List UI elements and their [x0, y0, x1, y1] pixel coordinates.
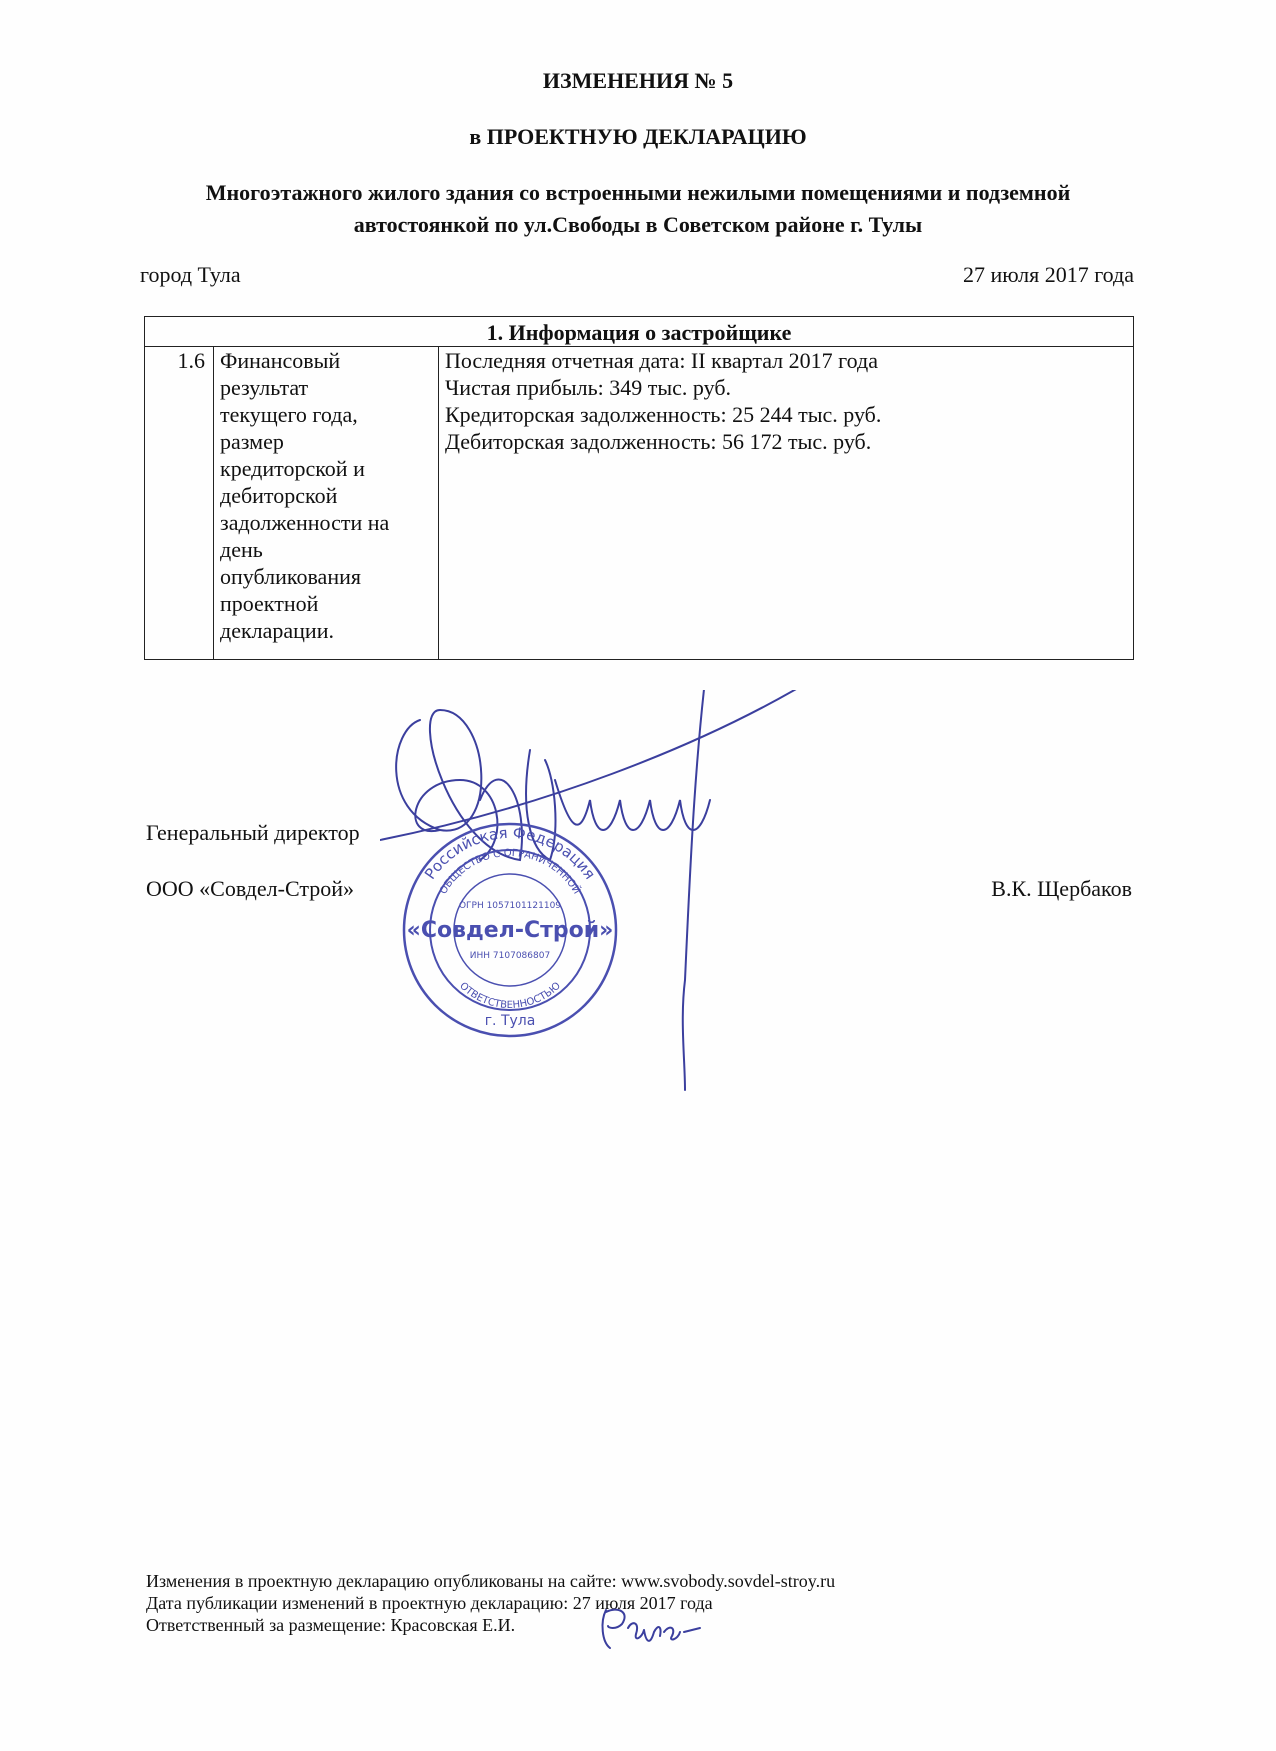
signer-name: В.К. Щербаков: [991, 876, 1132, 901]
svg-text:ИНН 7107086807: ИНН 7107086807: [469, 951, 551, 961]
label-line: день: [220, 537, 263, 562]
info-table: [144, 316, 1134, 660]
label-line: декларации.: [220, 618, 334, 643]
date: 27 июля 2017 года: [962, 262, 1134, 287]
footer-date-line: Дата публикации изменений в проектную декларацию: 27 июля 2017 года: [146, 1593, 713, 1613]
value-net-profit: Чистая прибыль: 349 тыс. руб.: [445, 375, 732, 400]
label-line: результат: [220, 375, 309, 400]
value-reporting-date: Последняя отчетная дата: II квартал 2017 года: [445, 348, 878, 373]
svg-text:ОТВЕТСТВЕННОСТЬЮ: ОТВЕТСТВЕННОСТЬЮ: [457, 980, 563, 1012]
row-values: [439, 347, 1134, 660]
svg-text:ОБЩЕСТВО С ОГРАНИЧЕННОЙ: ОБЩЕСТВО С ОГРАНИЧЕННОЙ: [438, 847, 582, 897]
subject-line-2: автостоянкой по ул.Свободы в Советском районе г. Тулы: [353, 212, 923, 237]
document-subtitle: в ПРОЕКТНУЮ ДЕКЛАРАЦИЮ: [469, 124, 807, 149]
label-line: опубликования: [220, 564, 361, 589]
label-line: текущего года,: [220, 402, 358, 427]
footer-site-line: Изменения в проектную декларацию опубликованы на сайте: www.svobody.sovdel-stroy.ru: [146, 1571, 836, 1591]
row-number: 1.6: [145, 347, 214, 660]
initials-signature-icon: [596, 1602, 706, 1654]
svg-text:«Совдел-Строй»: «Совдел-Строй»: [406, 918, 614, 943]
footer-responsible-line: Ответственный за размещение: Красовская Е.И.: [146, 1615, 516, 1635]
table-row: [145, 347, 1134, 660]
signer-company: ООО «Совдел-Строй»: [146, 876, 354, 901]
value-payables: Кредиторская задолженность: 25 244 тыс. руб.: [445, 402, 882, 427]
signer-position: Генеральный директор: [146, 820, 360, 845]
company-stamp-icon: [400, 820, 620, 1040]
svg-text:г. Тула: г. Тула: [484, 1013, 536, 1029]
publication-footer: [146, 1570, 835, 1636]
label-line: проектной: [220, 591, 319, 616]
section-header: 1. Информация о застройщике: [145, 317, 1134, 347]
document-title: ИЗМЕНЕНИЯ № 5: [542, 68, 734, 93]
label-line: кредиторской и: [220, 456, 365, 481]
value-receivables: Дебиторская задолженность: 56 172 тыс. руб.: [445, 429, 872, 454]
label-line: размер: [220, 429, 284, 454]
row-label: [214, 347, 439, 660]
place: город Тула: [140, 262, 241, 287]
subject-line-1: Многоэтажного жилого здания со встроенными нежилыми помещениями и подземной: [205, 180, 1071, 205]
svg-text:ОГРН 1057101121109: ОГРН 1057101121109: [458, 901, 562, 911]
label-line: дебиторской: [220, 483, 338, 508]
label-line: задолженности на: [220, 510, 390, 535]
svg-text:Российская Федерация: Российская Федерация: [420, 823, 600, 883]
label-line: Финансовый: [220, 348, 341, 373]
project-subject: [130, 177, 1146, 241]
